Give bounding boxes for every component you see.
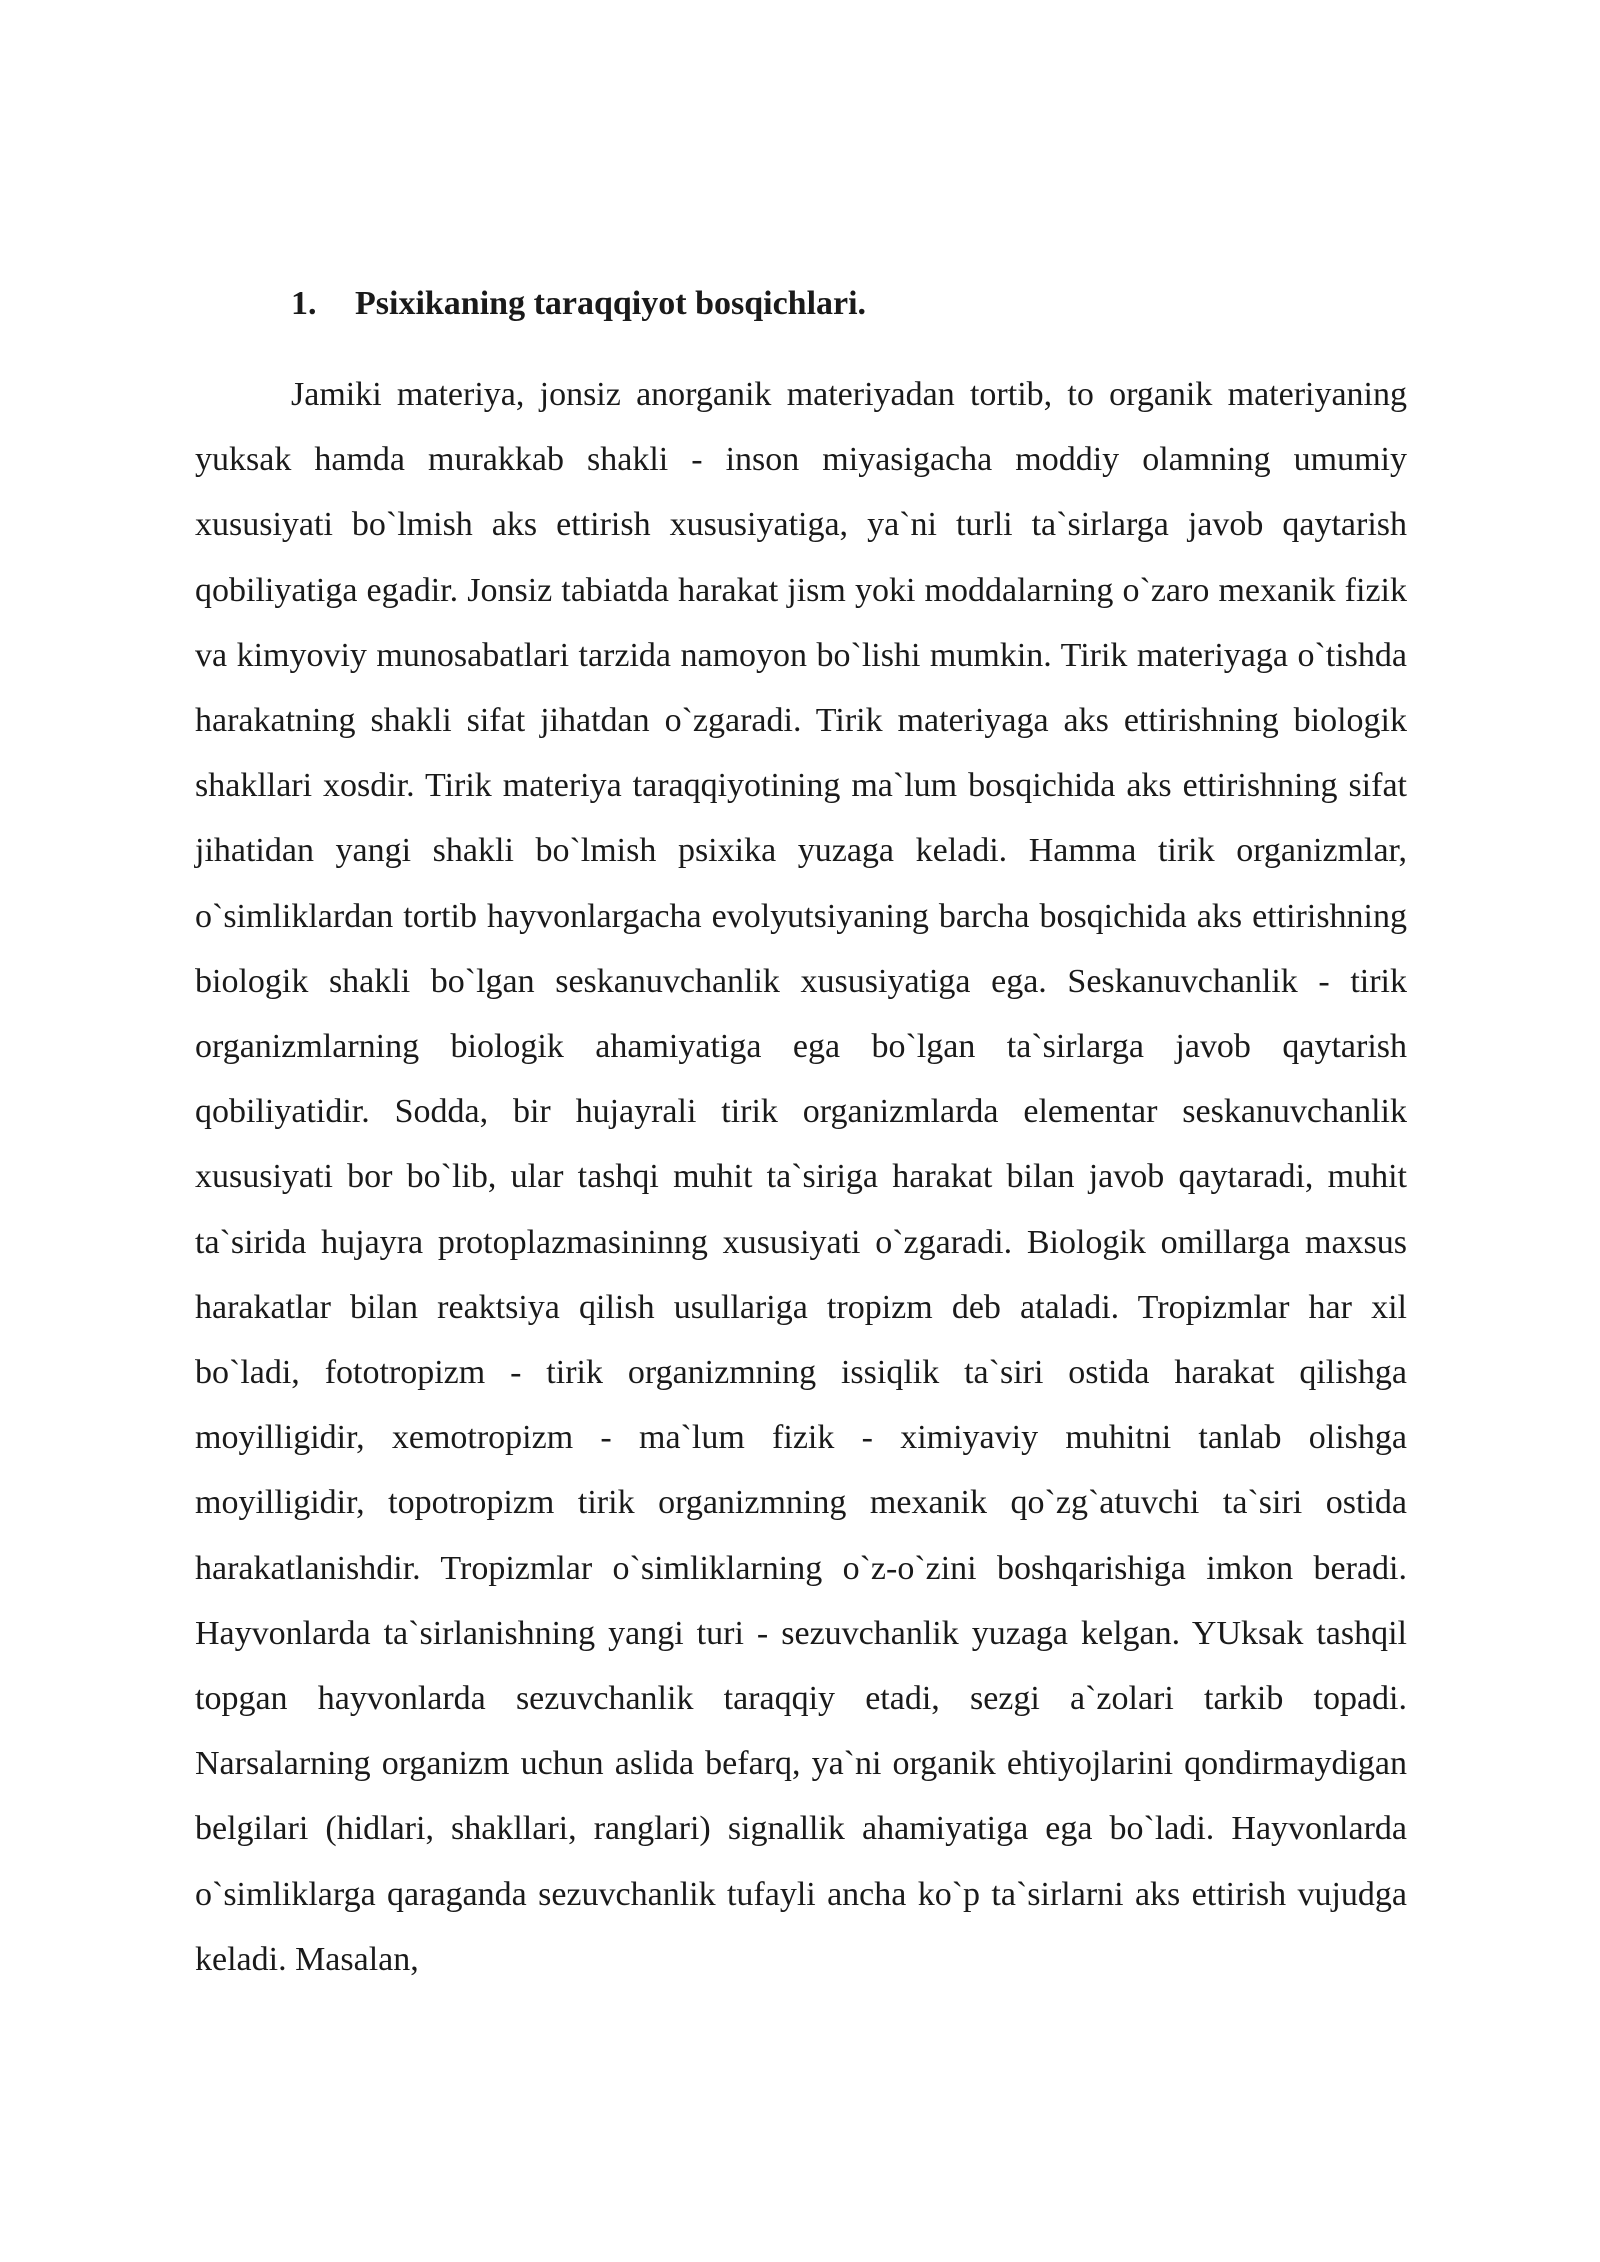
body-paragraph: Jamiki materiya, jonsiz anorganik materiyadan tortib, to organik materiyaning yuksak hamda murakkab shakli - inson miyasigacha moddiy olamning umumiy xususiyati bo`lmish aks ettirish xususiyatiga, ya`ni turli ta`sirlarga javob qaytarish qobiliyatiga egadir. Jonsiz tabiatda harakat jism yoki moddalarning o`zaro mexanik fizik va kimyoviy munosabatlari tarzida namoyon bo`lishi mumkin. Tirik materiyaga o`tishda harakatning shakli sifat jihatdan o`zgaradi. Tirik materiyaga aks ettirishning biologik shakllari xosdir. Tirik materiya taraqqiyotining ma`lum bosqichida aks ettirishning sifat jihatidan yangi shakli bo`lmish psixika yuzaga keladi. Hamma tirik organizmlar, o`simliklardan tortib hayvonlargacha evolyutsiyaning barcha bosqichida aks ettirishning biologik shakli bo`lgan seskanuvchanlik xususiyatiga ega. Seskanuvchanlik - tirik organizmlarning biologik ahamiyatiga ega bo`lgan ta`sirlarga javob qaytarish qobiliyatidir. Sodda, bir hujayrali tirik organizmlarda elementar seskanuvchanlik xususiyati bor bo`lib, ular tashqi muhit ta`siriga harakat bilan javob qaytaradi, muhit ta`sirida hujayra protoplazmasininng xususiyati o`zgaradi. Biologik omillarga maxsus harakatlar bilan reaktsiya qilish usullariga tropizm deb ataladi. Tropizmlar har xil bo`ladi, fototropizm - tirik organizmning issiqlik ta`siri ostida harakat qilishga moyilligidir, xemotropizm - ma`lum fizik - ximiyaviy muhitni tanlab olishga moyilligidir, topotropizm tirik organizmning mexanik qo`zg`atuvchi ta`siri ostida harakatlanishdir. Tropizmlar o`simliklarning o`z-o`zini boshqarishiga imkon beradi. Hayvonlarda ta`sirlanishning yangi turi - sezuvchanlik yuzaga kelgan. YUksak tashqil topgan hayvonlarda sezuvchanlik taraqqiy etadi, sezgi a`zolari tarkib topadi. Narsalarning organizm uchun aslida befarq, ya`ni organik ehtiyojlarini qondirmaydigan belgilari (hidlari, shakllari, ranglari) signallik ahamiyatiga ega bo`ladi. Hayvonlarda o`simliklarga qaraganda sezuvchanlik tufayli ancha ko`p ta`sirlarni aks ettirish vujudga keladi. Masalan, — [195, 376, 1407, 1978]
section-heading — [195, 280, 1407, 328]
section-title: Psixikaning taraqqiyot bosqichlari. — [355, 285, 867, 322]
page-content — [195, 280, 1407, 1992]
section-number: 1. — [291, 285, 317, 322]
